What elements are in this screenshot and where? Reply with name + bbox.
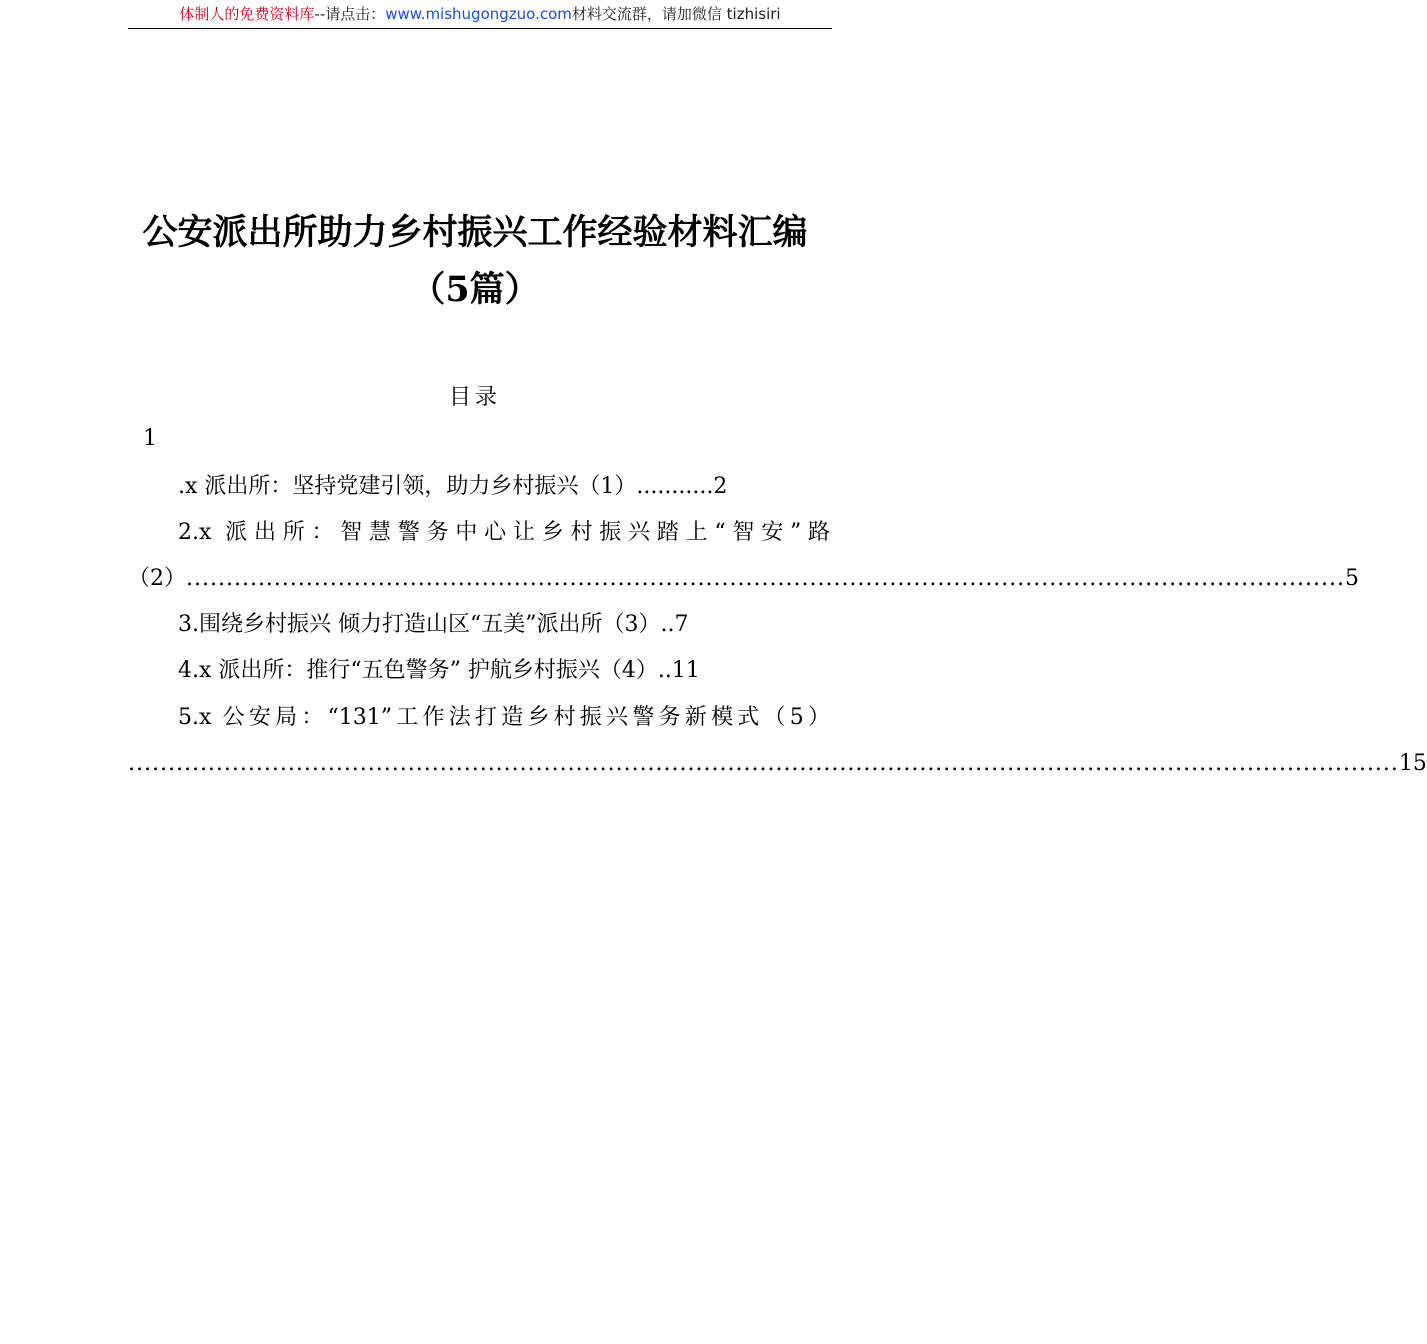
toc-entry-1[interactable] — [178, 472, 727, 502]
toc-entry-2-dots: ................................................................................................................................................. — [186, 566, 1346, 591]
toc-entry-2-line2[interactable] — [128, 564, 1360, 594]
toc-heading: 目录 — [448, 385, 501, 410]
toc-entry-1-dots: ........... — [636, 474, 714, 499]
toc-entry-4-page: 11 — [671, 658, 700, 683]
toc-entry-2-number: （2） — [128, 566, 186, 591]
document-title-line1: 公安派出所助力乡村振兴工作经验材料汇编 — [142, 212, 808, 253]
toc-entry-5-dots: ............................................................................................................................................................... — [128, 751, 1399, 776]
header-website-link[interactable]: www.mishugongzuo.com — [385, 5, 572, 23]
toc-entry-4-dots: .. — [657, 658, 672, 683]
toc-entry-3-dots: .. — [660, 612, 675, 637]
toc-entry-5-page: 15 — [1398, 751, 1427, 776]
toc-entry-1-text: .x 派出所：坚持党建引领，助力乡村振兴（1） — [178, 474, 637, 499]
toc-entry-4[interactable] — [178, 656, 700, 686]
header-library-name: 体制人的免费资料库 — [179, 5, 315, 23]
header-wechat-text: 材料交流群，请加微信 tizhisiri — [571, 5, 781, 23]
toc-entry-1-page: 2 — [713, 474, 728, 499]
toc-entry-4-text: 4.x 派出所：推行“五色警务” 护航乡村振兴（4） — [178, 658, 658, 683]
header-click-prompt: --请点击： — [314, 5, 386, 23]
document-title-line2: （5篇） — [410, 269, 540, 310]
toc-number-fragment: 1 — [143, 426, 157, 451]
toc-entry-5-line1[interactable]: 5.x 公安局：“131”工作法打造乡村振兴警务新模式（5） — [178, 705, 830, 730]
toc-entry-5-line2[interactable] — [128, 749, 1427, 779]
page-header — [128, 4, 832, 29]
toc-entry-3[interactable] — [178, 610, 688, 640]
toc-entry-2-line1[interactable]: 2.x 派出所：智慧警务中心让乡村振兴踏上“智安”路 — [178, 520, 830, 545]
toc-entry-3-text: 3.围绕乡村振兴 倾力打造山区“五美”派出所（3） — [178, 612, 661, 637]
toc-entry-2-page: 5 — [1345, 566, 1360, 591]
toc-entry-3-page: 7 — [674, 612, 689, 637]
